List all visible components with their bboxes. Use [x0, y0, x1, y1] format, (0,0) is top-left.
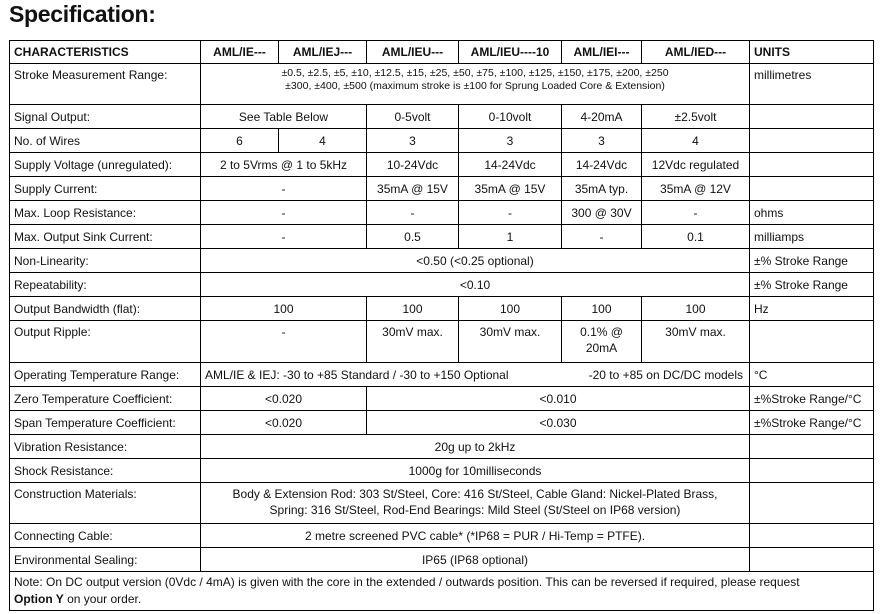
cell-value: -: [367, 201, 459, 225]
row-label: Non-Linearity:: [10, 249, 201, 273]
table-row-note: [10, 572, 874, 611]
cell-value: <0.030: [367, 411, 750, 435]
row-unit: ±% Stroke Range: [750, 273, 874, 297]
cell-value: 100: [642, 297, 750, 321]
ripple-iei-line2: 20mA: [585, 341, 618, 355]
row-unit: [750, 177, 874, 201]
row-label: Vibration Resistance:: [10, 435, 201, 459]
row-unit: Hz: [750, 297, 874, 321]
cell-value: -: [201, 177, 367, 201]
op-temp-standard: AML/IE & IEJ: -30 to +85 Standard / -30 to +150 Optional: [205, 367, 509, 382]
table-row-supply-current: [10, 177, 874, 201]
table-row-zero-temp-coefficient: [10, 387, 874, 411]
table-row-repeatability: [10, 273, 874, 297]
row-unit: °C: [750, 363, 874, 387]
cell-value: 1000g for 10milliseconds: [201, 459, 750, 483]
table-row-operating-temperature: [10, 363, 874, 387]
header-units: UNITS: [750, 41, 874, 64]
materials-line2: Spring: 316 St/Steel, Rod-End Bearings: Mild Steel (St/Steel on IP68 version): [269, 503, 681, 517]
cell-value: 0-10volt: [459, 105, 562, 129]
cell-value: 0.1: [642, 225, 750, 249]
header-aml-ieu-10: AML/IEU----10: [459, 41, 562, 64]
materials-values: [201, 483, 750, 524]
header-aml-iej: AML/IEJ---: [279, 41, 367, 64]
table-row-non-linearity: [10, 249, 874, 273]
row-label: Output Bandwidth (flat):: [10, 297, 201, 321]
header-characteristics: CHARACTERISTICS: [10, 41, 201, 64]
row-label: Signal Output:: [10, 105, 201, 129]
cell-value: 35mA typ.: [562, 177, 642, 201]
note-tail: on your order.: [63, 592, 142, 606]
table-row-wires: [10, 129, 874, 153]
row-unit: [750, 153, 874, 177]
row-label: Max. Loop Resistance:: [10, 201, 201, 225]
cell-value: 100: [201, 297, 367, 321]
row-label: Zero Temperature Coefficient:: [10, 387, 201, 411]
table-row-span-temp-coefficient: [10, 411, 874, 435]
row-unit: [750, 321, 874, 363]
header-aml-ied: AML/IED---: [642, 41, 750, 64]
table-row-signal: [10, 105, 874, 129]
cell-value: IP65 (IP68 optional): [201, 548, 750, 572]
row-unit: [750, 105, 874, 129]
cell-value: 30mV max.: [642, 321, 750, 363]
cell-value: <0.010: [367, 387, 750, 411]
table-row-materials: [10, 483, 874, 524]
op-temp-dcdc: -20 to +85 on DC/DC models: [588, 367, 743, 382]
cell-value: 30mV max.: [367, 321, 459, 363]
cell-value: <0.50 (<0.25 optional): [201, 249, 750, 273]
cell-value: -: [201, 201, 367, 225]
cell-value: <0.020: [201, 387, 367, 411]
header-aml-ieu: AML/IEU---: [367, 41, 459, 64]
row-unit: [750, 459, 874, 483]
stroke-values-line2: ±300, ±400, ±500 (maximum stroke is ±100 for Sprung Loaded Core & Extension): [285, 80, 665, 92]
table-row-vibration: [10, 435, 874, 459]
cell-value: 4: [642, 129, 750, 153]
cell-value: ±2.5volt: [642, 105, 750, 129]
cell-value: 3: [562, 129, 642, 153]
row-unit: millimetres: [750, 64, 874, 105]
cell-value: <0.10: [201, 273, 750, 297]
row-unit: ohms: [750, 201, 874, 225]
cell-value: See Table Below: [201, 105, 367, 129]
note-text: Note: On DC output version (0Vdc / 4mA) is given with the core in the extended / outwards position. This can be reversed if required, please request: [14, 575, 800, 589]
row-unit: [750, 483, 874, 524]
cell-value: 20g up to 2kHz: [201, 435, 750, 459]
row-label: Span Temperature Coefficient:: [10, 411, 201, 435]
cell-value: 14-24Vdc: [459, 153, 562, 177]
row-label: Operating Temperature Range:: [10, 363, 201, 387]
row-label: Supply Voltage (unregulated):: [10, 153, 201, 177]
cell-value: -: [201, 321, 367, 363]
cell-value: 100: [562, 297, 642, 321]
row-label: Stroke Measurement Range:: [10, 64, 201, 105]
cell-value: 4-20mA: [562, 105, 642, 129]
table-row-ripple: [10, 321, 874, 363]
cell-value: 100: [459, 297, 562, 321]
cell-value: <0.020: [201, 411, 367, 435]
cell-value: 6: [201, 129, 279, 153]
row-label: Supply Current:: [10, 177, 201, 201]
ripple-iei-line1: 0.1% @: [580, 325, 623, 339]
row-label: Shock Resistance:: [10, 459, 201, 483]
row-label: Environmental Sealing:: [10, 548, 201, 572]
op-temp-values: [201, 363, 750, 387]
cell-value: 35mA @ 15V: [459, 177, 562, 201]
cell-value: 1: [459, 225, 562, 249]
cell-value: 0.5: [367, 225, 459, 249]
row-label: Max. Output Sink Current:: [10, 225, 201, 249]
header-aml-ie: AML/IE---: [201, 41, 279, 64]
note-cell: [10, 572, 874, 611]
table-row-shock: [10, 459, 874, 483]
cell-value: 3: [459, 129, 562, 153]
cell-value: -: [562, 225, 642, 249]
row-unit: ±%Stroke Range/°C: [750, 387, 874, 411]
row-label: Connecting Cable:: [10, 524, 201, 548]
cell-value: 300 @ 30V: [562, 201, 642, 225]
cell-value: 30mV max.: [459, 321, 562, 363]
row-unit: milliamps: [750, 225, 874, 249]
table-row-stroke: [10, 64, 874, 105]
row-unit: ±%Stroke Range/°C: [750, 411, 874, 435]
row-unit: ±% Stroke Range: [750, 249, 874, 273]
cell-value: 2 metre screened PVC cable* (*IP68 = PUR / Hi-Temp = PTFE).: [201, 524, 750, 548]
cell-value: 4: [279, 129, 367, 153]
row-unit: [750, 129, 874, 153]
cell-value: 14-24Vdc: [562, 153, 642, 177]
stroke-values: [201, 64, 750, 105]
materials-line1: Body & Extension Rod: 303 St/Steel, Core: 416 St/Steel, Cable Gland: Nickel-Plated Brass,: [232, 487, 718, 501]
table-row-sink-current: [10, 225, 874, 249]
row-label: Repeatability:: [10, 273, 201, 297]
table-row-cable: [10, 524, 874, 548]
row-unit: [750, 548, 874, 572]
note-option: Option Y: [14, 592, 64, 606]
cell-value: 2 to 5Vrms @ 1 to 5kHz: [201, 153, 367, 177]
table-row-loop-resistance: [10, 201, 874, 225]
row-unit: [750, 435, 874, 459]
cell-value: 10-24Vdc: [367, 153, 459, 177]
cell-value: [562, 321, 642, 363]
table-row-supply-voltage: [10, 153, 874, 177]
cell-value: 3: [367, 129, 459, 153]
cell-value: -: [459, 201, 562, 225]
header-aml-iei: AML/IEI---: [562, 41, 642, 64]
cell-value: 35mA @ 15V: [367, 177, 459, 201]
table-row-sealing: [10, 548, 874, 572]
row-unit: [750, 524, 874, 548]
table-row-bandwidth: [10, 297, 874, 321]
cell-value: -: [642, 201, 750, 225]
row-label: No. of Wires: [10, 129, 201, 153]
cell-value: 100: [367, 297, 459, 321]
specification-table: [9, 40, 874, 611]
cell-value: -: [201, 225, 367, 249]
cell-value: 12Vdc regulated: [642, 153, 750, 177]
page-title: Specification:: [9, 1, 156, 27]
cell-value: 0-5volt: [367, 105, 459, 129]
row-label: Output Ripple:: [10, 321, 201, 363]
cell-value: 35mA @ 12V: [642, 177, 750, 201]
row-label: Construction Materials:: [10, 483, 201, 524]
header-row: [10, 41, 874, 64]
stroke-values-line1: ±0.5, ±2.5, ±5, ±10, ±12.5, ±15, ±25, ±50, ±75, ±100, ±125, ±150, ±175, ±200, ±250: [281, 67, 669, 79]
